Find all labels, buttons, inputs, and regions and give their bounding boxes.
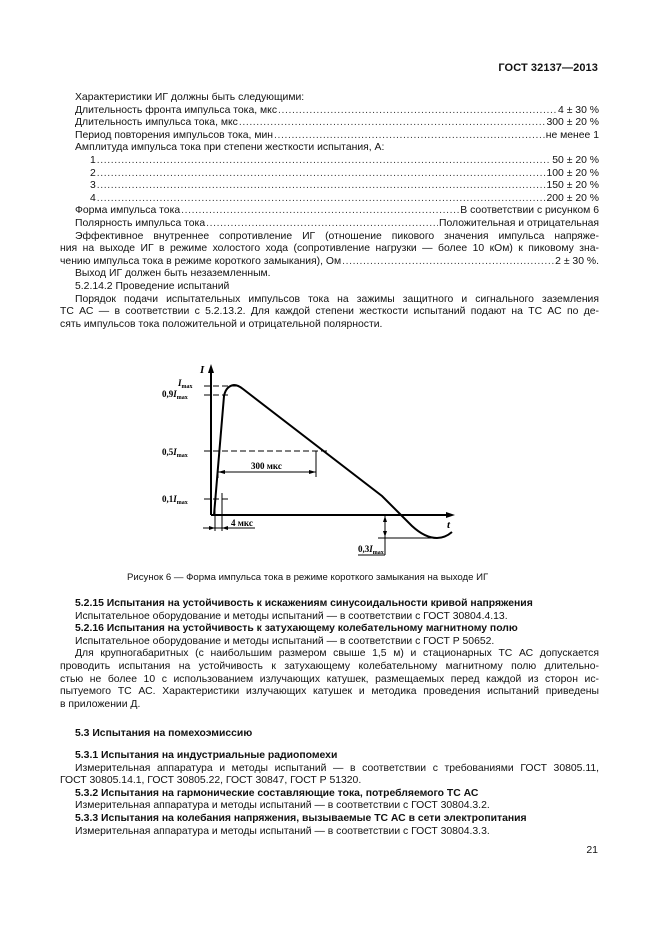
characteristics-intro: Характеристики ИГ должны быть следующими: <box>75 92 305 103</box>
label-0-5-imax: $0,5I_{max}$ <box>162 447 188 459</box>
spec-label: Период повторения импульсов тока, мин <box>75 129 274 141</box>
amplitude-value: 50 ± 20 % <box>552 154 599 166</box>
section-5-3 <box>60 728 599 741</box>
spec-value: не менее 1 <box>545 129 599 141</box>
amplitude-value: 150 ± 20 % <box>546 180 599 192</box>
section-5-3-2-title: 5.3.2 Испытания на гармонические составляющие тока, потребляемого ТС АС <box>75 787 479 799</box>
label-0-1-imax: $0,1I_{max}$ <box>162 494 188 506</box>
section-5-3-1-line-2: ГОСТ 30805.14.1, ГОСТ 30805.22, ГОСТ 30847, ГОСТ Р 51320. <box>60 775 362 787</box>
label-300-mks: 300 мкс <box>251 461 282 471</box>
axis-label-time: t <box>447 519 451 531</box>
section-5-2-14-2-title: 5.2.14.2 Проведение испытаний <box>75 280 230 292</box>
label-0-9-imax: $0,9I_{max}$ <box>162 389 188 401</box>
severity-level: 3 <box>90 180 96 192</box>
spec-label: Длительность фронта импульса тока, мкс <box>75 104 278 116</box>
output-note: Выход ИГ должен быть незаземленным. <box>75 268 271 280</box>
section-5-2-16-text: Испытательное оборудование и методы испытаний — в соответствии с ГОСТ Р 50652. <box>75 635 495 647</box>
severity-level: 1 <box>90 154 96 166</box>
page-number: 21 <box>586 844 598 856</box>
amplitude-title: Амплитуда импульса тока при степени жесткости испытания, А: <box>75 142 385 154</box>
resistance-line-1: Эффективное внутреннее сопротивление ИГ (отношение пикового значения импульса напряже- <box>75 230 599 242</box>
section-5-2-16-line-3: стью не более 10 с использованием излучающих катушек, размещаемых перед каждой из сторон ис- <box>60 673 599 685</box>
section-5-3-3-text: Измерительная аппаратура и методы испытаний — в соответствии с ГОСТ 30804.3.3. <box>75 825 490 837</box>
axes <box>208 364 455 518</box>
spec-value: 4 ± 30 % <box>558 104 599 116</box>
resistance-line-2: ния на выходе ИГ в режиме холостого хода (сопротивление нагрузки — более 10 кОм) к пиковому зна- <box>60 243 599 255</box>
section-5-3-2-text: Измерительная аппаратура и методы испытаний — в соответствии с ГОСТ 30804.3.2. <box>75 800 490 812</box>
section-5-2-16-line-2: проводить испытания на устойчивость к затухающему колебательному магнитному полю длительно- <box>60 660 599 672</box>
section-5-2-15-text: Испытательное оборудование и методы испытаний — в соответствии с ГОСТ 30804.4.13. <box>75 610 508 622</box>
spec-label: Длительность импульса тока, мкс <box>75 117 238 129</box>
section-5-3-1-line-1: Измерительная аппаратура и методы испытаний — в соответствии с требованиями ГОСТ 30805.11, <box>75 762 599 774</box>
section-5-2-14-2-line-2: ТС АС — в соответствии с 5.2.13.2. Для каждой степени жесткости испытаний подают на ТС АС по де- <box>60 306 599 318</box>
section-5-2-16-title: 5.2.16 Испытания на устойчивость к затухающему колебательному магнитному полю <box>75 623 518 635</box>
axis-label-current: I <box>200 364 205 376</box>
spec-label: Форма импульса тока <box>75 205 181 217</box>
spec-label: Полярность импульса тока <box>75 217 206 229</box>
severity-level: 4 <box>90 192 96 204</box>
label-4-mks: 4 мкс <box>231 518 253 528</box>
label-0-3-imax: $0,3I_{max}$ <box>358 544 384 556</box>
section-5-2-16-line-1: Для крупногабаритных (с наибольшим размером свыше 1,5 м) и стационарных ТС АС допускается <box>75 648 599 660</box>
section-5-2-16-line-5: в приложении Д. <box>60 698 141 710</box>
figure-reference: В соответствии с рисунком 6 <box>460 205 599 217</box>
spec-value: Положительная и отрицательная <box>439 217 599 229</box>
section-5-3-3-title: 5.3.3 Испытания на колебания напряжения, вызываемые ТС АС в сети электропитания <box>75 812 527 824</box>
document-standard-header: ГОСТ 32137—2013 <box>498 62 598 74</box>
severity-level: 2 <box>90 167 96 179</box>
section-5-3-1-title: 5.3.1 Испытания на индустриальные радиопомехи <box>75 750 338 761</box>
sections-5-2-15-to-5-2-16 <box>60 598 599 711</box>
section-5-2-14-2-line-1: Порядок подачи испытательных импульсов тока на зажимы защитного и сигнального заземления <box>75 293 599 305</box>
sections-5-3-1-to-5-3-3 <box>60 750 599 838</box>
section-5-2-14-2-line-3: сять импульсов тока положительной и отрицательной полярности. <box>60 318 383 330</box>
spec-label: чению импульса тока в режиме короткого замыкания), Ом <box>60 255 342 267</box>
amplitude-value: 200 ± 20 % <box>546 192 599 204</box>
spec-value: 300 ± 20 % <box>546 117 599 129</box>
amplitude-value: 100 ± 20 % <box>546 167 599 179</box>
section-5-2-15-title: 5.2.15 Испытания на устойчивость к искажениям синусоидальности кривой напряжения <box>75 598 533 609</box>
label-imax: $I_{max}$ <box>178 378 193 390</box>
spec-value: 2 ± 30 %. <box>555 255 599 267</box>
section-5-2-16-line-4: пытуемого ТС АС. Характеристики излучающих катушек и методика проведения испытаний приведены <box>60 686 599 698</box>
figure-6-caption: Рисунок 6 — Форма импульса тока в режиме короткого замыкания на выходе ИГ <box>127 572 489 583</box>
section-5-3-title: 5.3 Испытания на помехоэмиссию <box>75 728 253 739</box>
